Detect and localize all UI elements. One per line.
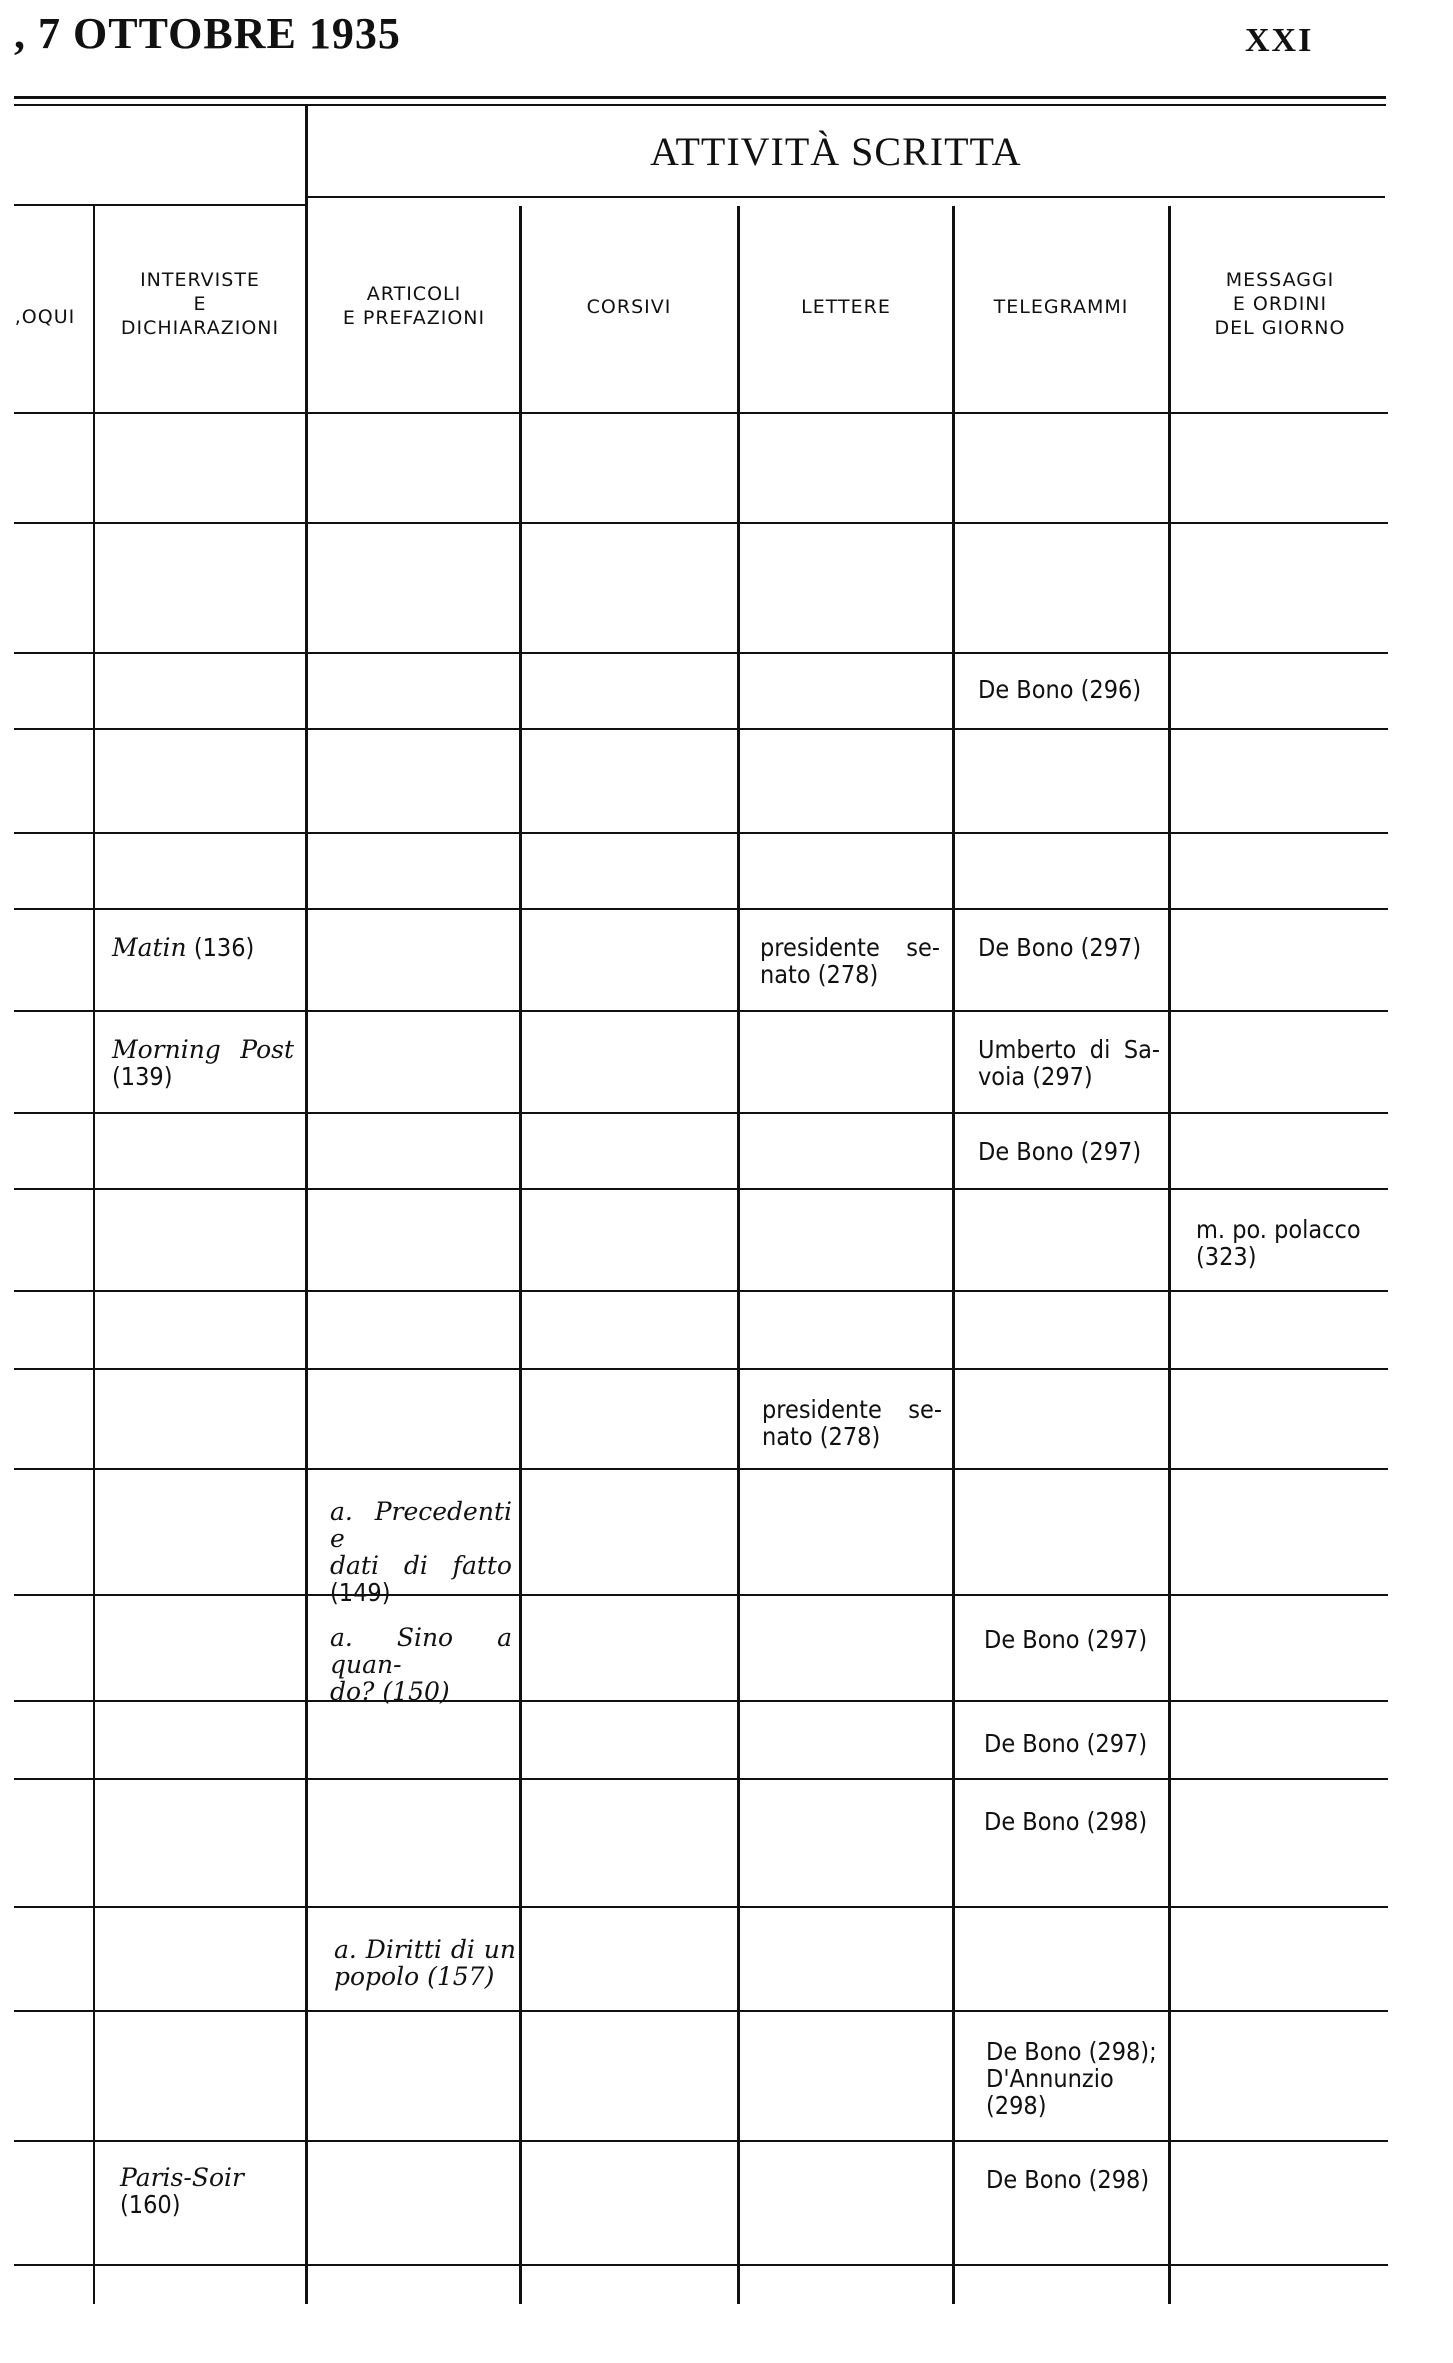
vline-5 [1168, 206, 1171, 2304]
message-entry: m. po. polacco (323) [1196, 1215, 1361, 1271]
row-rule [14, 1700, 1388, 1702]
row-rule [14, 1468, 1388, 1470]
row-rule [14, 1112, 1388, 1114]
header-page-number: XXI [1245, 22, 1314, 59]
row-rule [14, 728, 1388, 730]
header-date: , 7 OTTOBRE 1935 [14, 9, 401, 58]
header-rule-bottom [14, 104, 1386, 106]
interview-entry: Morning Post (139) [112, 1035, 294, 1091]
row-rule [14, 1594, 1388, 1596]
row-rule [14, 2140, 1388, 2142]
vline-3 [737, 206, 740, 2304]
letter-entry: presidente se- nato (278) [760, 933, 940, 989]
column-header-articoli: ARTICOLI E PREFAZIONI [342, 283, 486, 329]
row-rule [14, 412, 1388, 414]
column-header-interviste: INTERVISTE E DICHIARAZIONI [120, 269, 280, 339]
row-rule [14, 1188, 1388, 1190]
column-header-messaggi: MESSAGGI E ORDINI DEL GIORNO [1214, 269, 1346, 339]
telegram-entry: De Bono (297) [978, 933, 1142, 962]
row-rule [14, 652, 1388, 654]
letter-entry: presidente se- nato (278) [762, 1395, 942, 1451]
row-rule [14, 2010, 1388, 2012]
column-header-partial: ,OQUI [14, 306, 76, 328]
article-entry: a. Sino a quan- do? (150) [330, 1623, 512, 1706]
vline-0 [305, 104, 308, 2304]
vline-1 [93, 206, 95, 2304]
interview-entry: Paris-Soir (160) [120, 2163, 244, 2219]
interview-entry: Matin (136) [112, 933, 255, 962]
row-rule [14, 1010, 1388, 1012]
telegram-entry: De Bono (296) [978, 675, 1142, 704]
column-header-lettere: LETTERE [801, 296, 891, 318]
row-rule [14, 1368, 1388, 1370]
telegram-entry: De Bono (297) [978, 1137, 1142, 1166]
section-title: ATTIVITÀ SCRITTA [650, 129, 1022, 174]
row-rule [14, 1290, 1388, 1292]
left-block-rule [14, 204, 306, 206]
column-header-telegrammi: TELEGRAMMI [993, 296, 1129, 318]
row-rule [14, 2264, 1388, 2266]
row-rule [14, 832, 1388, 834]
column-header-corsivi: CORSIVI [586, 296, 672, 318]
row-rule [14, 1906, 1388, 1908]
telegram-entry: De Bono (298) [984, 1807, 1148, 1836]
telegram-entry: De Bono (297) [984, 1729, 1148, 1758]
article-entry: a. Diritti di un popolo (157) [334, 1935, 516, 1991]
vline-2 [519, 206, 522, 2304]
telegram-entry: De Bono (297) [984, 1625, 1148, 1654]
row-rule [14, 908, 1388, 910]
vline-4 [952, 206, 955, 2304]
telegram-entry: De Bono (298); D'Annunzio (298) [986, 2037, 1157, 2120]
row-rule [14, 522, 1388, 524]
telegram-entry: Umberto di Sa- voia (297) [978, 1035, 1160, 1091]
article-entry: a. Precedenti e dati di fatto (149) [330, 1497, 512, 1607]
telegram-entry: De Bono (298) [986, 2165, 1150, 2194]
row-rule [14, 1778, 1388, 1780]
header-rule-top [14, 96, 1386, 99]
section-title-rule [305, 196, 1385, 198]
